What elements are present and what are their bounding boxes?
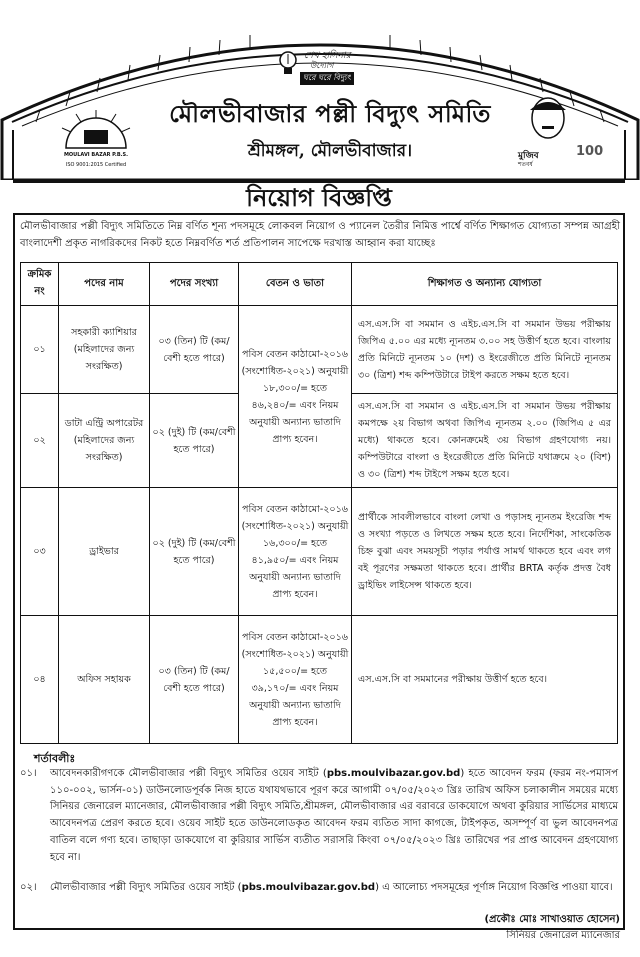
slogan-line-3: ঘরে ঘরে বিদ্যুৎ [300, 72, 354, 85]
centenary-number: 100 [576, 144, 604, 159]
notice-banner [13, 180, 625, 215]
row-post: ডাটা এন্ট্রি অপারেটর (মহিলাদের জন্য সংরক্ষিত) [59, 394, 150, 488]
row-serial: ০৩ [21, 488, 59, 616]
logo-label: MOULAVI BAZAR P.B.S. [63, 152, 129, 158]
mujib-text: মুজিব [518, 151, 539, 161]
row-salary: পবিস বেতন কাঠামো-২০১৬ (সংশোধিত-২০২১) অনুযায়ী ১৫,৫০০/= হতে ৩৯,১৭০/= এবং নিয়ম অনুযায়ী অন্যান্য ভাতাদি প্রাপ্য হবেন। [239, 616, 352, 744]
row-qualification: এস.এস.সি বা সমমান ও এইচ.এস.সি বা সমমান উভয় পরীক্ষায় কমপক্ষে ২য় বিভাগ অথবা জিপিএ ন্যূনতম ২.০০ (জিপিএ ৫ এর মধ্যে) থাকতে হবে। কোনক্রমেই ৩য় বিভাগ গ্রহণযোগ্য নয়। কম্পিউটারে বাংলা ও ইংরেজীতে প্রতি মিনিটে যথাক্রমে ২০ (বিশ) ও ৩০ (ত্রিশ) শব্দ টাইপে সক্ষম হতে হবে। [352, 394, 618, 488]
website-link[interactable]: pbs.moulvibazar.gov.bd [241, 882, 376, 893]
signature-block [410, 912, 620, 944]
row-count: ০৩ (তিন) টি (কম/বেশী হতে পারে) [150, 306, 239, 394]
row-post: অফিস সহায়ক [59, 616, 150, 744]
intro-paragraph: মৌলভীবাজার পল্লী বিদ্যুৎ সমিতিতে নিম্ন বর্ণিত শূন্য পদসমূহে লোকবল নিয়োগ ও প্যানেল তৈরীর নিমিত্ত পার্শ্বে বর্ণিত শিক্ষাগত যোগ্যতা সম্পন্ন আগ্রহী বাংলাদেশী প্রকৃত নাগরিকদের নিকট হতে নিম্নবর্ণিত শর্ত প্রতিপালন সাপেক্ষে দরখাস্ত আহ্বান করা যাচ্ছেঃ [20, 221, 620, 249]
term-number: ০২। [20, 882, 37, 893]
header-salary: বেতন ও ভাতা [239, 263, 352, 306]
signatory-name: (প্রকৌঃ মোঃ সাখাওয়াত হোসেন) [484, 914, 620, 925]
header-post: পদের নাম [59, 263, 150, 306]
page-title: মৌলভীবাজার পল্লী বিদ্যুৎ সমিতি [169, 99, 491, 128]
bulb-icon [278, 50, 298, 80]
row-count: ০২ (দুই) টি (কম/বেশী হতে পারে) [150, 394, 239, 488]
row-count: ০৩ (তিন) টি (কম/বেশী হতে পারে) [150, 616, 239, 744]
terms-heading: শর্তাবলীঃ [34, 752, 76, 765]
row-salary: পবিস বেতন কাঠামো-২০১৬ (সংশোধিত-২০২১) অনুযায়ী ১৮,৩০০/= হতে ৪৬,২৪০/= এবং নিয়ম অনুযায়ী অন্যান্য ভাতাদি প্রাপ্য হবেন। [239, 306, 352, 488]
term-item [20, 880, 618, 897]
header-count: পদের সংখ্যা [150, 263, 239, 306]
notice-title: নিয়োগ বিজ্ঞপ্তি [246, 183, 392, 212]
row-qualification: এস.এস.সি বা সমমান ও এইচ.এস.সি বা সমমান উভয় পরীক্ষায় জিপিএ ৫.০০ এর মধ্যে ন্যূনতম ৩.০০ সহ উত্তীর্ণ হতে হবে। বাংলায় প্রতি মিনিটে ন্যূনতম ১০ (দশ) ও ইংরেজীতে প্রতি মিনিটে ন্যূনতম ৩০ (ত্রিশ) শব্দ কম্পিউটারে টাইপ করতে সক্ষম হতে হবে। [352, 306, 618, 394]
slogan-line-1: শেখ হাসিনার [304, 51, 351, 61]
row-post: সহকারী ক্যাশিয়ার (মহিলাদের জন্য সংরক্ষিত) [59, 306, 150, 394]
pbs-logo [56, 108, 146, 168]
term-number: ০১। [20, 768, 37, 779]
term-text: আবেদনকারীগণকে মৌলভীবাজার পল্লী বিদ্যুৎ সমিতির ওয়েব সাইট (pbs.moulvibazar.gov.bd) হতে আবেদন ফরম (ফরম নং-পমাসপ ১১০-০০২, ভার্সন-০১) ডাউনলোডপূর্বক নিজ হাতে যথাযথভাবে পূরণ করে আগামী ০৭/০৫/২০২৩ খ্রিঃ তারিখ অফিস চলাকালীন সময়ের মধ্যে সিনিয়র জেনারেল ম্যানেজার, মৌলভীবাজার পল্লী বিদ্যুৎ সমিতি,শ্রীমঙ্গল, মৌলভীবাজার এর বরাবরে ডাকযোগে অথবা কুরিয়ার সার্ভিসের মাধ্যমে আবেদনপত্র প্রেরণ করতে হবে। ওয়েব সাইট হতে ডাউনলোডকৃত আবেদন ফরম ব্যতিত সাদা কাগজে, টাইপকৃত, অসম্পূর্ণ বা ভুল আবেদনপত্র বাতিল বলে গণ্য হবে। তাছাড়া ডাকযোগে বা কুরিয়ার সার্ভিস ব্যতীত সরাসরি কিংবা ০৭/০৫/২০২৩ খ্রিঃ তারিখের পর প্রাপ্ত আবেদন গ্রহণযোগ্য হবে না। [50, 768, 619, 863]
row-serial: ০২ [21, 394, 59, 488]
slogan-block [270, 48, 380, 90]
slogan-line-2: উদ্যোগ [310, 61, 334, 70]
mujib-subtext: শতবর্ষ [518, 161, 533, 168]
table-row [21, 488, 618, 616]
table-row [21, 616, 618, 744]
row-qualification: প্রার্থীকে সাবলীলভাবে বাংলা লেখা ও পড়াসহ ন্যূনতম ইংরেজি শব্দ ও সংখ্যা পড়তে ও লিখতে সক্ষম হতে হবে। নির্দেশিকা, সাংকেতিক চিহ্ন বুঝা এবং সময়সূচী পড়ার পর্যাপ্ত সামর্থ থাকতে হবে এবং লগ বই পূরণের সক্ষমতা থাকতে হবে। প্রার্থীর BRTA কর্তৃক প্রদত্ত বৈধ ড্রাইভিং লাইসেন্স থাকতে হবে। [352, 488, 618, 616]
iso-certificate: ISO 9001:2015 Certified [65, 162, 127, 168]
row-serial: ০১ [21, 306, 59, 394]
header-serial: ক্রমিক নং [21, 263, 59, 306]
row-qualification: এস.এস.সি বা সমমানের পরীক্ষায় উত্তীর্ণ হতে হবে। [352, 616, 618, 744]
row-serial: ০৪ [21, 616, 59, 744]
row-count: ০২ (দুই) টি (কম/বেশী হতে পারে) [150, 488, 239, 616]
term-text: মৌলভীবাজার পল্লী বিদ্যুৎ সমিতির ওয়েব সাইট (pbs.moulvibazar.gov.bd) এ আলোচ্য পদসমূহের পূর্ণাঙ্গ নিয়োগ বিজ্ঞপ্তি পাওয়া যাবে। [50, 882, 613, 893]
header-qualification: শিক্ষাগত ও অন্যান্য যোগ্যতা [352, 263, 618, 306]
jobs-table [20, 262, 618, 744]
row-salary: পবিস বেতন কাঠামো-২০১৬ (সংশোধিত-২০২১) অনুযায়ী ১৬,৩০০/= হতে ৪১,৯৫০/= এবং নিয়ম অনুযায়ী অন্যান্য ভাতাদি প্রাপ্য হবেন। [239, 488, 352, 616]
term-item [20, 766, 618, 866]
mujib-centenary-logo [508, 96, 618, 166]
signatory-designation: সিনিয়র জেনারেল ম্যানেজার [506, 930, 620, 941]
portrait-icon [508, 96, 618, 146]
page-subtitle: শ্রীমঙ্গল, মৌলভীবাজার। [247, 141, 413, 161]
website-link[interactable]: pbs.moulvibazar.gov.bd [326, 768, 461, 779]
table-row [21, 306, 618, 394]
table-header-row [21, 263, 618, 306]
row-post: ড্রাইভার [59, 488, 150, 616]
sun-emblem-icon [56, 108, 136, 152]
